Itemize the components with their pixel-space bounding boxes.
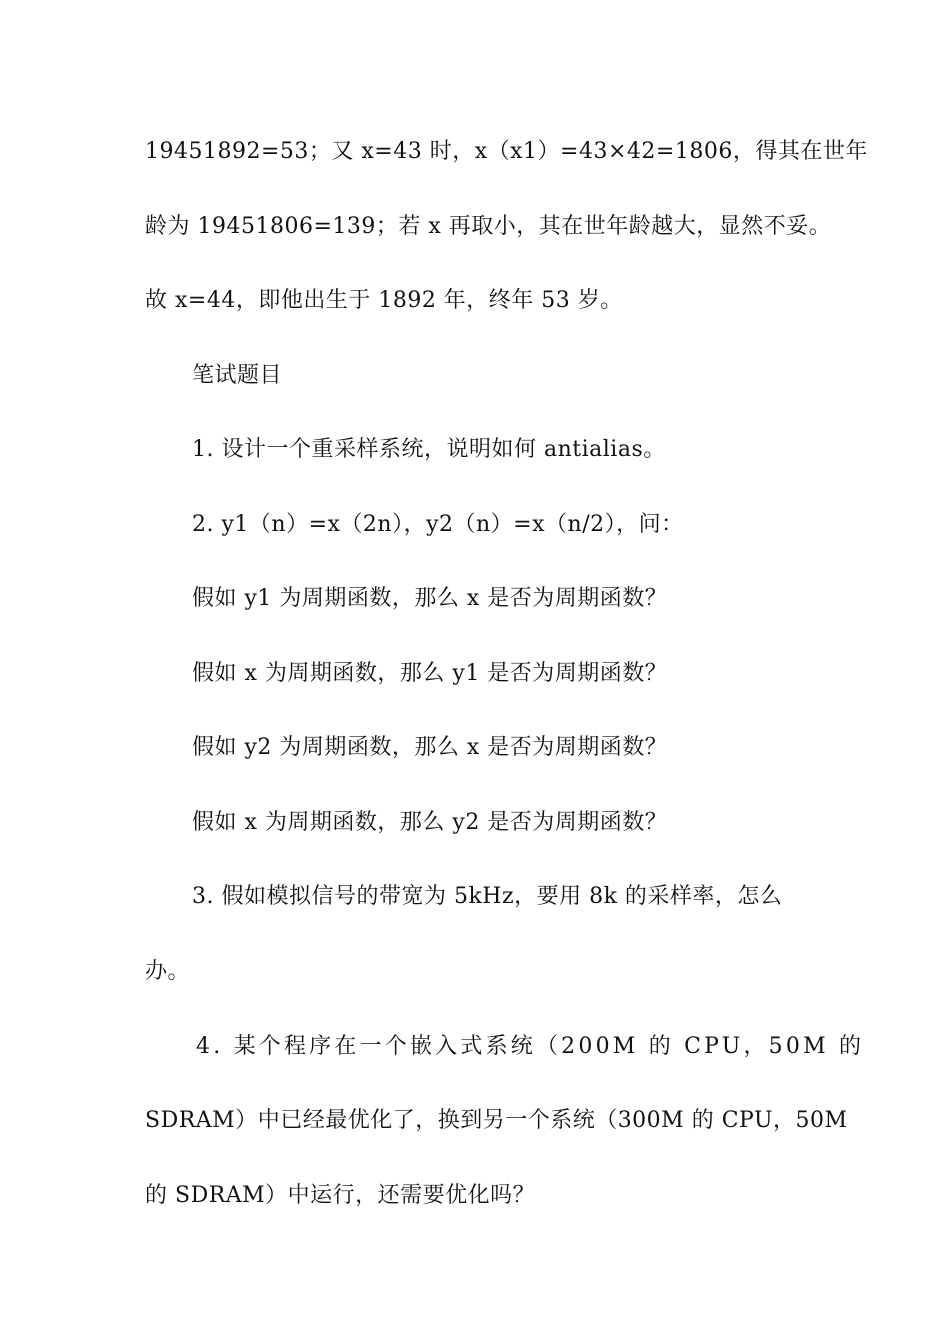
question-3-continuation: 办。	[145, 959, 191, 984]
paragraph-line: 故 x=44，即他出生于 1892 年，终年 53 岁。	[145, 288, 623, 313]
question-4-continuation: 的 SDRAM）中运行，还需要优化吗？	[145, 1183, 536, 1208]
question-2-sub-3: 假如 y2 为周期函数，那么 x 是否为周期函数？	[192, 735, 668, 760]
question-1: 1. 设计一个重采样系统，说明如何 antialias。	[192, 437, 666, 462]
question-4-continuation: SDRAM）中已经最优化了，换到另一个系统（300M 的 CPU，50M	[145, 1108, 848, 1133]
question-2-sub-1: 假如 y1 为周期函数，那么 x 是否为周期函数？	[192, 586, 668, 611]
paragraph-line: 19451892=53；又 x=43 时，x（x1）=43×42=1806，得其在世年	[145, 139, 868, 164]
section-heading: 笔试题目	[192, 363, 283, 388]
question-2-sub-4: 假如 x 为周期函数，那么 y2 是否为周期函数？	[192, 810, 668, 835]
question-2: 2. y1（n）=x（2n），y2（n）=x（n/2），问：	[192, 512, 684, 537]
question-2-sub-2: 假如 x 为周期函数，那么 y1 是否为周期函数？	[192, 661, 668, 686]
question-4: 4. 某个程序在一个嵌入式系统（200M 的 CPU，50M 的	[196, 1034, 865, 1059]
paragraph-line: 龄为 19451806=139；若 x 再取小，其在世年龄越大，显然不妥。	[145, 214, 832, 239]
question-3: 3. 假如模拟信号的带宽为 5kHz，要用 8k 的采样率，怎么	[192, 884, 783, 909]
